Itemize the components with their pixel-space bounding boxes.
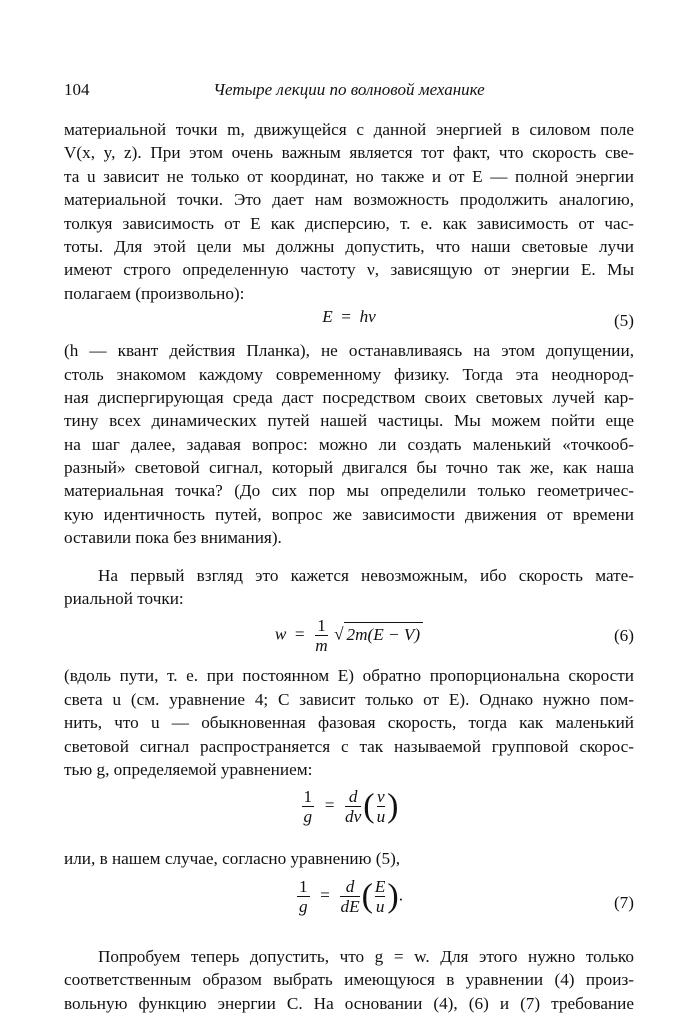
text-line: та u зависит не только от координат, но также и от E — полной энергии — [64, 166, 634, 186]
numerator: 1 — [317, 616, 326, 636]
text-line: света u (см. уравнение 4; C зависит только от E). Однако нужно пом- — [64, 689, 634, 709]
eq6-lhs: w — [274, 624, 287, 644]
fraction: $\frac{d}{dE}$ — [340, 876, 360, 916]
equals-sign: = — [290, 624, 309, 644]
text-line: тину всех динамических путей нашей частицы. Мы можем пойти еще — [64, 411, 634, 431]
equation-5 — [64, 305, 634, 339]
text-line: тоты. Для этой цели мы должны допустить, что наши световые лучи — [64, 236, 634, 256]
text-line: полагаем (произвольно): — [64, 283, 245, 303]
text-line: тью g, определяемой уравнением: — [64, 759, 313, 779]
equals-sign: = — [336, 307, 356, 327]
equation-number: (7) — [613, 892, 634, 912]
text-line: соответственным образом выбрать имеющуюся в уравнении (4) произ- — [64, 970, 634, 990]
denominator: m — [315, 636, 328, 656]
equation-number: (6) — [613, 626, 634, 646]
fraction: $\frac{1}{g}$ — [303, 787, 313, 827]
text-line: материальной точки m, движущейся с данной энергией в силовом поле — [64, 120, 634, 139]
running-title: Четыре лекции по волновой механике — [213, 80, 485, 99]
text-line: на шаг далее, задавая вопрос: можно ли создать маленький «точкооб- — [64, 434, 634, 454]
page-header — [64, 80, 634, 102]
text-line: На первый взгляд это кажется невозможным, ибо скорость мате- — [98, 565, 634, 585]
fraction: $\frac{E}{u}$ — [374, 876, 386, 916]
text-line: (вдоль пути, т. е. при постоянном E) обратно пропорциональна скорости — [64, 666, 634, 686]
text-line: риальной точки: — [64, 589, 184, 609]
fraction: $\frac{1}{g}$ — [298, 876, 308, 916]
text-line: имеют строго определенную частоту ν, зависящую от энергии E. Мы — [64, 260, 634, 280]
text-line: (h — квант действия Планка), не останавливаясь на этом допущении, — [64, 341, 634, 361]
text-line: кую идентичность путей, вопрос же зависимости движения от времени — [64, 504, 634, 524]
fraction: $\frac{v}{u}$ — [376, 787, 386, 827]
text-line: или, в нашем случае, согласно уравнению (5), — [64, 849, 401, 869]
open-paren: ( — [363, 787, 375, 825]
text-line: световой сигнал распространяется с так называемой групповой скорос- — [64, 736, 634, 756]
equals-sign: = — [315, 885, 335, 905]
page-number: 104 — [64, 80, 90, 99]
close-paren: ) — [387, 787, 399, 825]
equation-6 — [64, 610, 634, 664]
equation-number: (5) — [613, 311, 634, 331]
close-paren: ) — [387, 877, 399, 915]
text-line: толкуя зависимость от E как дисперсию, т. е. как зависимость от час- — [64, 213, 634, 233]
text-line: Попробуем теперь допустить, что g = w. Для этого нужно только — [98, 946, 634, 966]
text-line: материальной точки. Это дает нам возможность продолжить аналогию, — [64, 190, 634, 210]
text-line: оставили пока без внимания). — [64, 528, 282, 548]
open-paren: ( — [361, 877, 373, 915]
radicand: 2m(E − V) — [344, 622, 424, 646]
text-line: материальная точка? (До сих пор мы определили только геометричес- — [64, 481, 634, 501]
eq5-rhs: hν — [359, 307, 376, 327]
eq5-lhs: E — [322, 307, 333, 327]
group-velocity-equation — [64, 787, 634, 841]
period: . — [398, 885, 404, 905]
sqrt-sign: √ — [334, 624, 344, 644]
text-line: ная диспергирующая среда даст посредством своих световых лучей кар- — [64, 387, 634, 407]
body-text — [64, 118, 634, 1015]
text-line: вольную функцию энергии C. На основании (4), (6) и (7) требование — [64, 993, 634, 1013]
fraction — [315, 616, 328, 655]
text-line: нить, что u — обыкновенная фазовая скорость, тогда как маленький — [64, 713, 634, 733]
fraction: $\frac{d}{dv}$ — [345, 787, 362, 827]
text-line: разный» световой сигнал, который двигался бы точно так же, как наша — [64, 458, 634, 478]
equals-sign: = — [320, 795, 339, 815]
equation-7 — [64, 877, 634, 931]
text-line: столь знакомом каждому современному физику. Тогда эта неоднород- — [64, 364, 634, 384]
text-line: V(x, y, z). При этом очень важным является тот факт, что скорость све- — [64, 143, 634, 163]
